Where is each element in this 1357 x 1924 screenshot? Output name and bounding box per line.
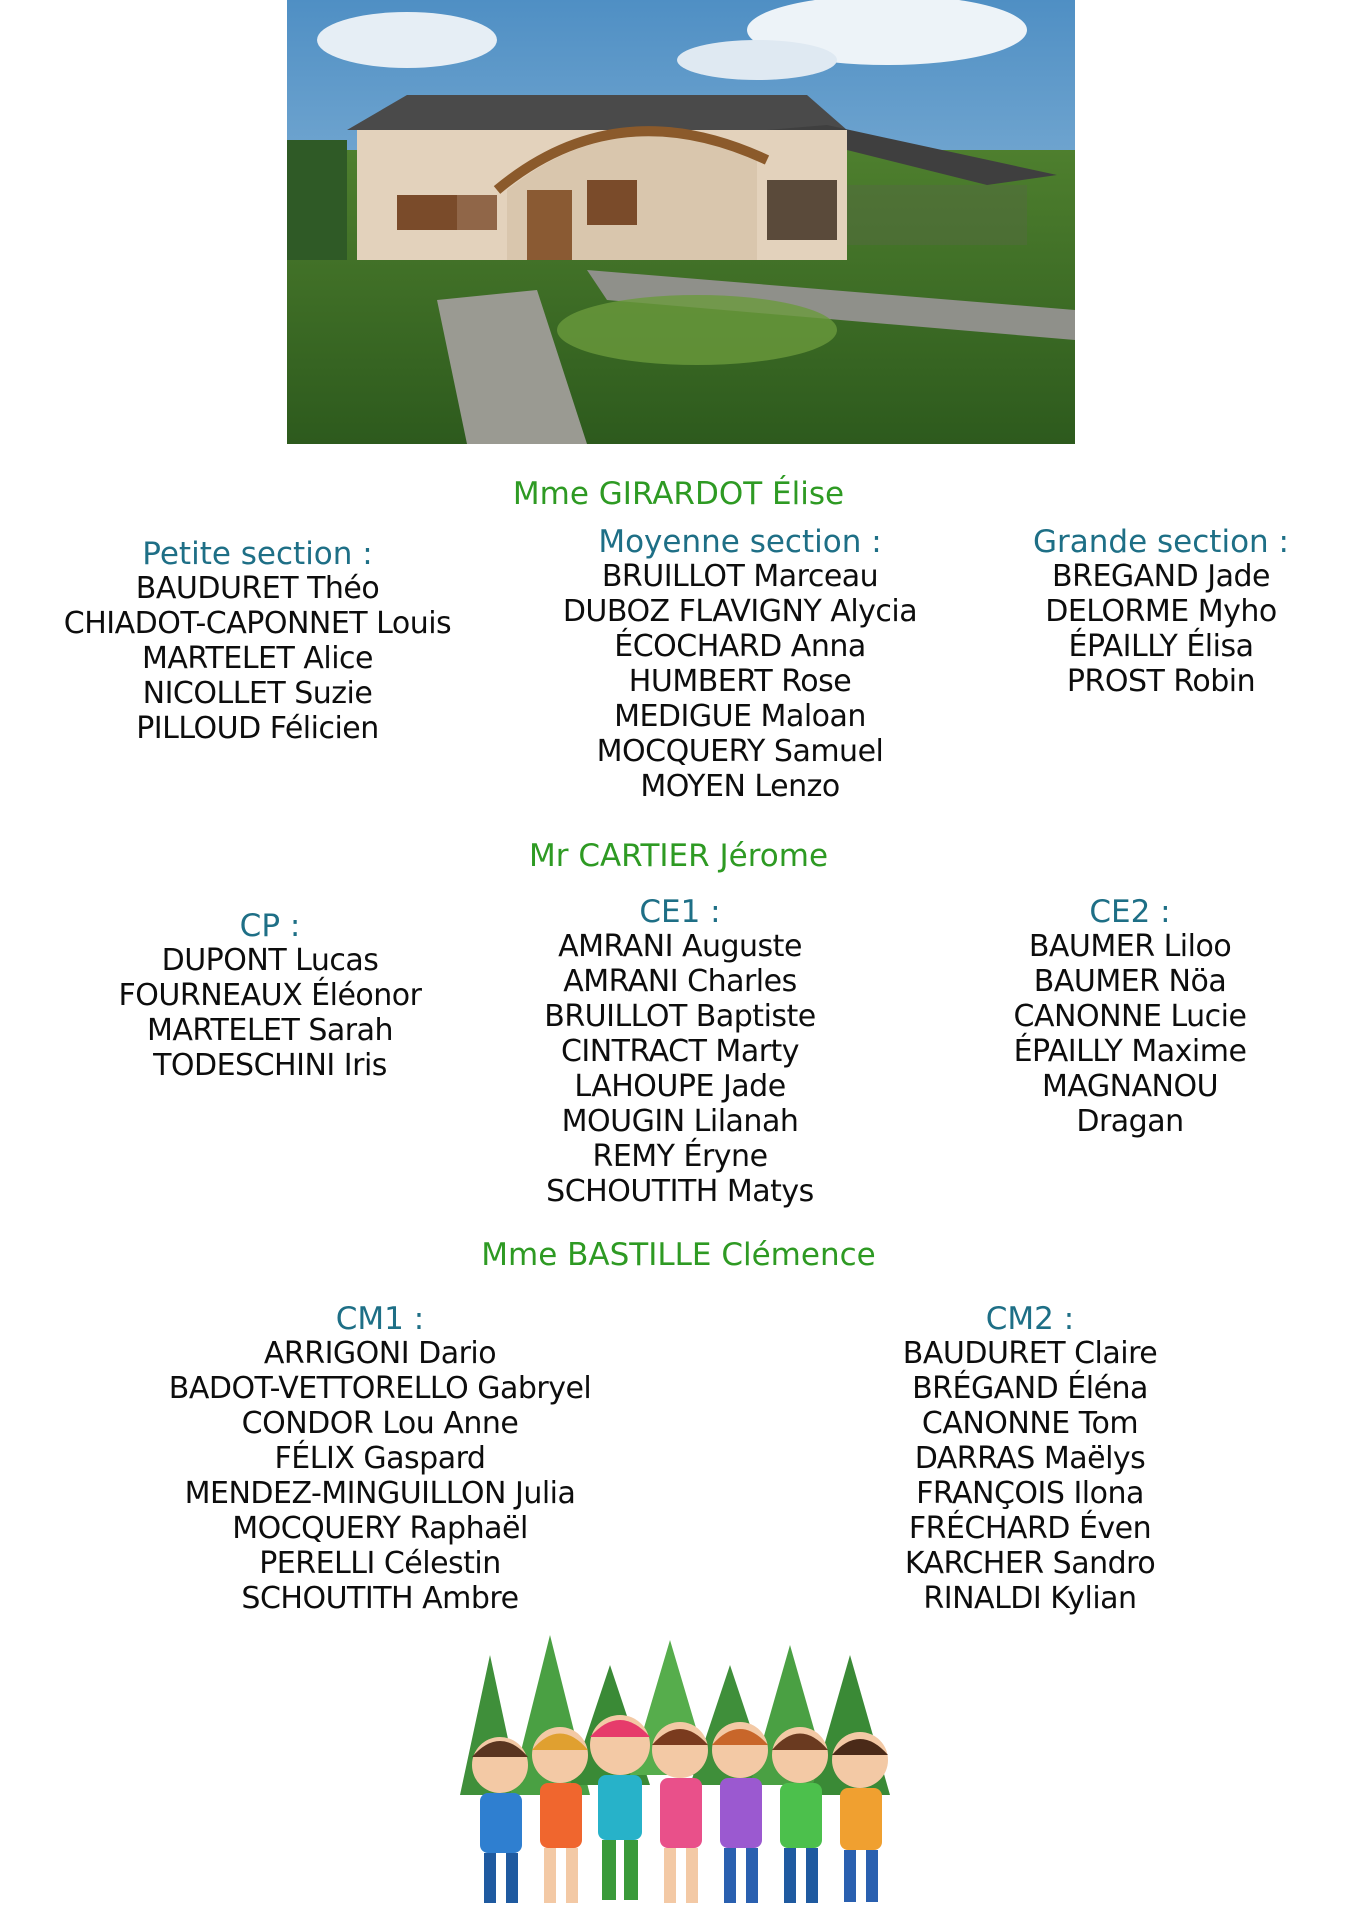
student-name: MOYEN Lenzo — [640, 769, 840, 804]
student-name: FRANÇOIS Ilona — [916, 1476, 1144, 1511]
student-list — [40, 943, 500, 1083]
student-name: ÉPAILLY Élisa — [1068, 629, 1254, 664]
teacher-name: Mme BASTILLE Clémence — [481, 1237, 876, 1273]
student-name: ÉCOCHARD Anna — [614, 629, 866, 664]
student-list — [0, 571, 515, 746]
class-heading: CP : — [239, 908, 301, 944]
student-name: DELORME Myho — [1045, 594, 1277, 629]
student-name: AMRANI Charles — [563, 964, 797, 999]
student-list — [965, 559, 1357, 699]
student-name: SCHOUTITH Matys — [546, 1174, 814, 1209]
student-list — [960, 929, 1300, 1139]
student-name: CINTRACT Marty — [560, 1034, 800, 1069]
class-heading: Petite section : — [142, 536, 373, 572]
class-column — [965, 525, 1357, 699]
student-name: FOURNEAUX Éléonor — [118, 978, 422, 1013]
student-name: BAUMER Nöa — [1033, 964, 1227, 999]
class-column — [960, 895, 1300, 1139]
student-list — [515, 559, 965, 804]
class-heading: CE1 : — [639, 894, 721, 930]
student-name: BADOT-VETTORELLO Gabryel — [168, 1371, 592, 1406]
student-name: MOUGIN Lilanah — [561, 1104, 799, 1139]
student-name: SCHOUTITH Ambre — [241, 1581, 519, 1616]
student-list — [500, 929, 860, 1209]
class-heading: CM2 : — [985, 1301, 1075, 1337]
class-column — [0, 537, 515, 746]
student-name: ÉPAILLY Maxime — [1013, 1034, 1247, 1069]
student-name: MEDIGUE Maloan — [614, 699, 866, 734]
student-name: BAUDURET Claire — [902, 1336, 1158, 1371]
student-name: MOCQUERY Raphaël — [232, 1511, 528, 1546]
teacher-name: Mme GIRARDOT Élise — [512, 476, 845, 512]
class-heading: Grande section : — [1033, 524, 1289, 560]
student-name: MARTELET Sarah — [146, 1013, 394, 1048]
student-name: CANONNE Lucie — [1013, 999, 1247, 1034]
student-name: MOCQUERY Samuel — [596, 734, 884, 769]
student-name: DUBOZ FLAVIGNY Alycia — [562, 594, 918, 629]
class-column — [100, 1302, 660, 1616]
student-name: CHIADOT-CAPONNET Louis — [63, 606, 452, 641]
class-heading: CM1 : — [335, 1301, 425, 1337]
student-name: CANONNE Tom — [921, 1406, 1139, 1441]
student-name: BAUDURET Théo — [135, 571, 380, 606]
student-name: PILLOUD Félicien — [136, 711, 379, 746]
student-name: HUMBERT Rose — [628, 664, 852, 699]
student-name: BRUILLOT Marceau — [601, 559, 879, 594]
student-name: LAHOUPE Jade — [574, 1069, 786, 1104]
student-name: Dragan — [1076, 1104, 1184, 1139]
class-column — [40, 909, 500, 1083]
student-name: BAUMER Liloo — [1028, 929, 1232, 964]
student-name: PROST Robin — [1066, 664, 1256, 699]
student-name: FÉLIX Gaspard — [274, 1441, 486, 1476]
student-name: AMRANI Auguste — [558, 929, 802, 964]
student-name: BRÉGAND Éléna — [912, 1371, 1148, 1406]
student-name: CONDOR Lou Anne — [241, 1406, 519, 1441]
class-column — [840, 1302, 1220, 1616]
children-group-illustration — [440, 1625, 920, 1920]
class-heading: CE2 : — [1089, 894, 1171, 930]
student-name: DUPONT Lucas — [161, 943, 379, 978]
class-column — [515, 525, 965, 804]
student-list — [100, 1336, 660, 1616]
student-name: ARRIGONI Dario — [263, 1336, 497, 1371]
student-name: MENDEZ-MINGUILLON Julia — [184, 1476, 576, 1511]
student-name: NICOLLET Suzie — [142, 676, 373, 711]
school-building-illustration — [287, 0, 1075, 444]
teacher-name: Mr CARTIER Jérome — [528, 838, 829, 874]
student-name: BRUILLOT Baptiste — [544, 999, 816, 1034]
student-name: MARTELET Alice — [141, 641, 374, 676]
student-name: DARRAS Maëlys — [914, 1441, 1146, 1476]
student-name: TODESCHINI Iris — [153, 1048, 387, 1083]
student-name: REMY Éryne — [592, 1139, 768, 1174]
class-heading: Moyenne section : — [598, 524, 882, 560]
student-name: KARCHER Sandro — [904, 1546, 1156, 1581]
student-name: MAGNANOU — [1041, 1069, 1219, 1104]
student-name: PERELLI Célestin — [259, 1546, 501, 1581]
class-column — [500, 895, 860, 1209]
student-name: RINALDI Kylian — [923, 1581, 1137, 1616]
student-name: BREGAND Jade — [1052, 559, 1270, 594]
student-name: FRÉCHARD Éven — [908, 1511, 1152, 1546]
student-list — [840, 1336, 1220, 1616]
